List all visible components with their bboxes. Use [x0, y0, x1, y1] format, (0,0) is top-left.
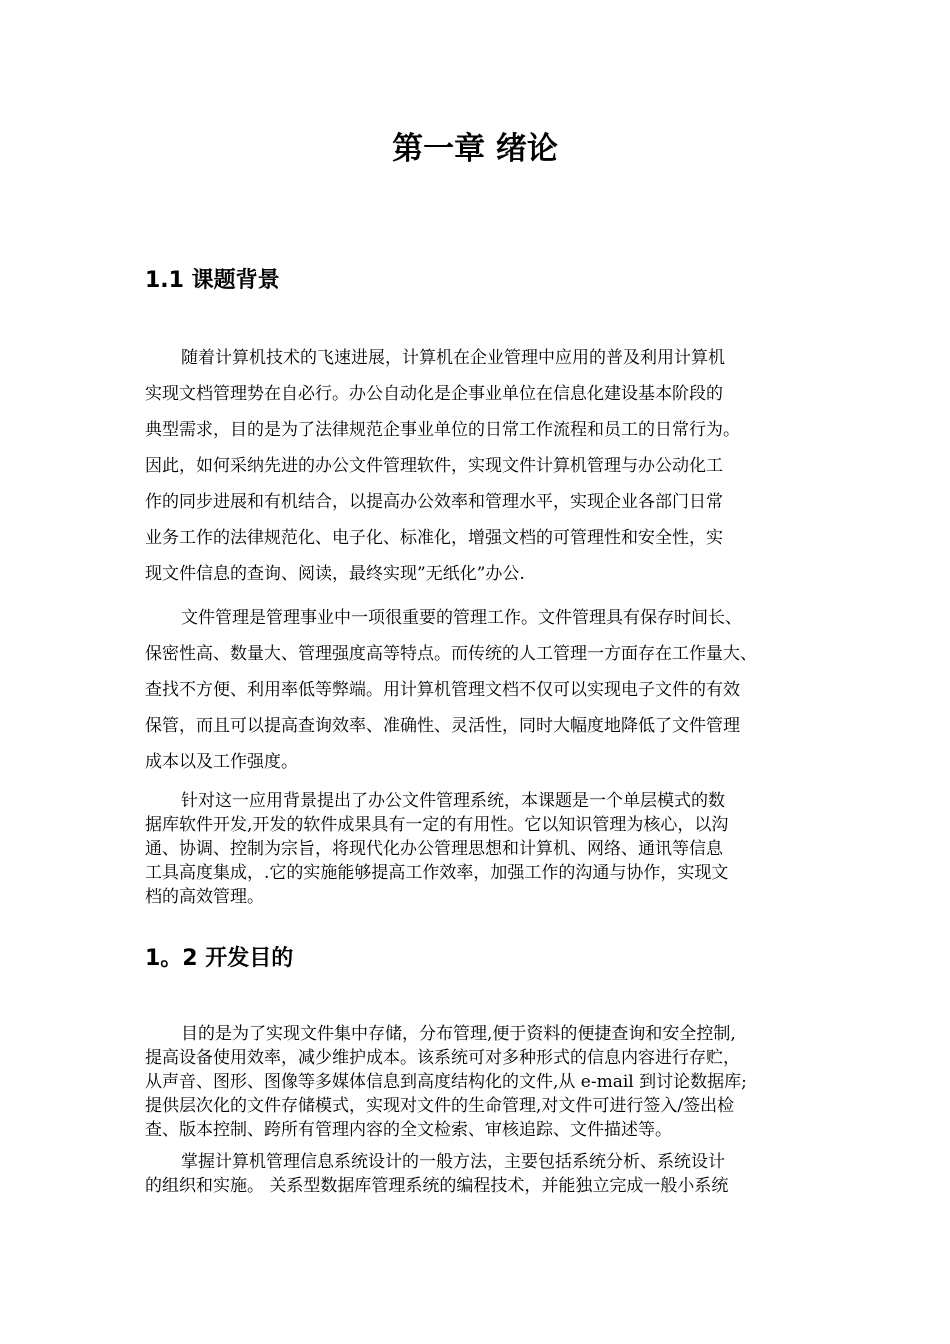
paragraph-line: 作的同步进展和有机结合，以提高办公效率和管理水平，实现企业各部门日常 [145, 492, 723, 512]
paragraph-line: 据库软件开发,开发的软件成果具有一定的有用性。它以知识管理为核心，以沟 [145, 815, 729, 835]
paragraph-line: 因此，如何采纳先进的办公文件管理软件，实现文件计算机管理与办公动化工 [145, 456, 723, 476]
paragraph-line: 保密性高、数量大、管理强度高等特点。而传统的人工管理一方面存在工作量大、 [145, 644, 757, 664]
paragraph-line: 针对这一应用背景提出了办公文件管理系统，本课题是一个单层模式的数 [181, 791, 725, 811]
paragraph-line: 成本以及工作强度。 [145, 752, 298, 772]
chapter-title: 第一章 绪论 [392, 131, 558, 167]
paragraph-line: 典型需求，目的是为了法律规范企事业单位的日常工作流程和员工的日常行为。 [145, 420, 740, 440]
section-heading-purpose: 1。2 开发目的 [145, 946, 294, 971]
paragraph-line: 业务工作的法律规范化、电子化、标准化，增强文档的可管理性和安全性，实 [145, 528, 723, 548]
paragraph-line: 提供层次化的文件存储模式，实现对文件的生命管理,对文件可进行签入/签出检 [145, 1096, 735, 1116]
paragraph-line: 从声音、图形、图像等多媒体信息到高度结构化的文件,从 e-mail 到讨论数据库; [145, 1072, 747, 1092]
paragraph-line: 通、协调、控制为宗旨，将现代化办公管理思想和计算机、网络、通讯等信息 [145, 839, 723, 859]
section-heading-background: 1.1 课题背景 [145, 268, 280, 293]
paragraph-line: 查找不方便、利用率低等弊端。用计算机管理文档不仅可以实现电子文件的有效 [145, 680, 740, 700]
paragraph-line: 目的是为了实现文件集中存储，分布管理,便于资料的便捷查询和安全控制, [181, 1024, 736, 1044]
paragraph-purpose-2 [145, 1150, 835, 1198]
paragraph-line: 工具高度集成，.它的实施能够提高工作效率，加强工作的沟通与协作，实现文 [145, 863, 729, 883]
paragraph-line: 的组织和实施。 关系型数据库管理系统的编程技术，并能独立完成一般小系统 [145, 1176, 729, 1196]
paragraph-line: 随着计算机技术的飞速进展，计算机在企业管理中应用的普及利用计算机 [181, 348, 725, 368]
paragraph-purpose-1 [145, 1022, 835, 1142]
paragraph-line: 查、版本控制、跨所有管理内容的全文检索、审核追踪、文件描述等。 [145, 1120, 672, 1140]
paragraph-line: 掌握计算机管理信息系统设计的一般方法，主要包括系统分析、系统设计 [181, 1152, 725, 1172]
paragraph-background-1 [145, 340, 835, 592]
paragraph-line: 提高设备使用效率，减少维护成本。该系统可对多种形式的信息内容进行存贮， [145, 1048, 740, 1068]
paragraph-background-2 [145, 600, 835, 780]
paragraph-line: 现文件信息的查询、阅读，最终实现”无纸化”办公. [145, 564, 525, 584]
paragraph-line: 档的高效管理。 [145, 887, 264, 907]
paragraph-line: 文件管理是管理事业中一项很重要的管理工作。文件管理具有保存时间长、 [181, 608, 742, 628]
paragraph-line: 实现文档管理势在自必行。办公自动化是企事业单位在信息化建设基本阶段的 [145, 384, 723, 404]
paragraph-line: 保管，而且可以提高查询效率、准确性、灵活性，同时大幅度地降低了文件管理 [145, 716, 740, 736]
paragraph-background-3 [145, 789, 835, 909]
